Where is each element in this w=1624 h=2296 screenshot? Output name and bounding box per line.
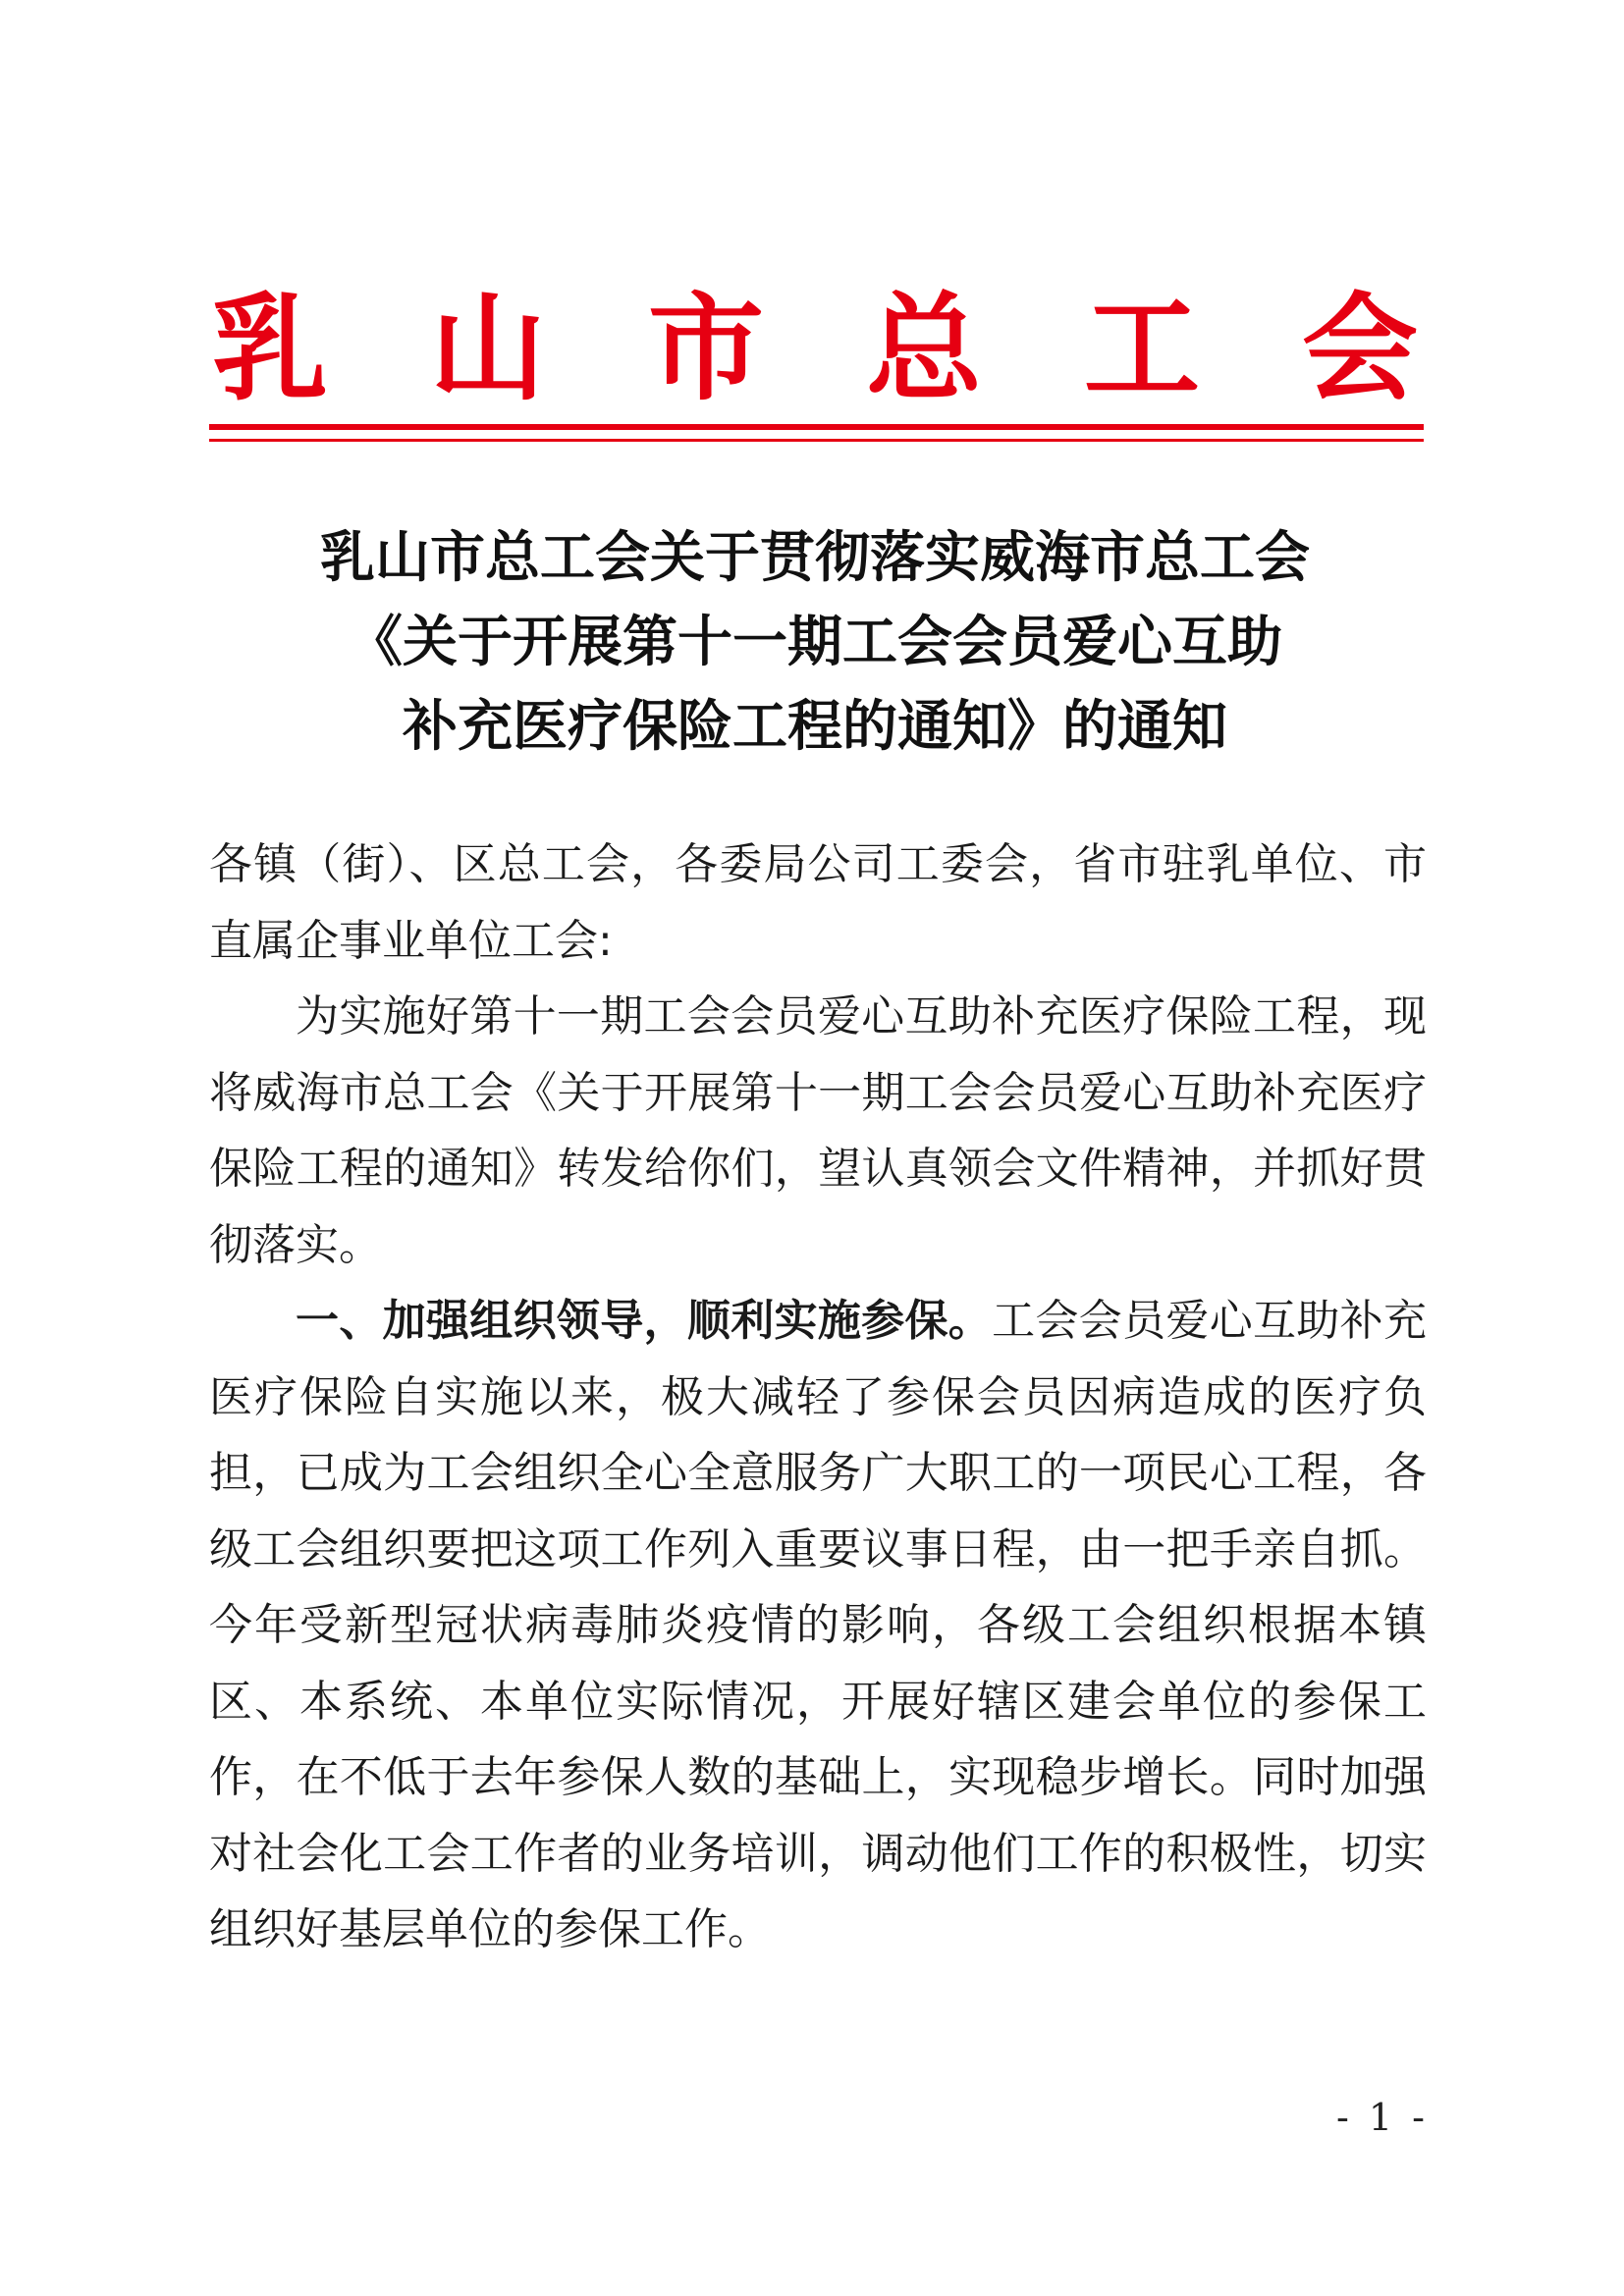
letterhead-char: 总 <box>865 280 982 416</box>
letterhead-rule-thick <box>209 424 1424 430</box>
document-body <box>209 827 1427 1968</box>
letterhead <box>206 275 1424 422</box>
letterhead-rule-thin <box>209 439 1424 442</box>
letterhead-char: 会 <box>1301 280 1418 416</box>
page-number: - 1 - <box>1335 2096 1429 2139</box>
paragraph: 为实施好第十一期工会会员爱心互助补充医疗保险工程，现将威海市总工会《关于开展第十一期工会会员爱心互助补充医疗保险工程的通知》转发给你们，望认真领会文件精神，并抓好贯彻落实。 <box>209 991 1427 1270</box>
title-line: 乳山市总工会关于贯彻落实威海市总工会 <box>320 525 1310 590</box>
section-text: 工会会员爱心互助补充医疗保险自实施以来，极大减轻了参保会员因病造成的医疗负担，已成为工会组织全心全意服务广大职工的一项民心工程，各级工会组织要把这项工作列入重要议事日程，由一把手亲自抓。今年受新型冠状病毒肺炎疫情的影响，各级工会组织根据本镇区、本系统、本单位实际情况，开展好辖区建会单位的参保工作，在不低于去年参保人数的基础上，实现稳步增长。同时加强对社会化工会工作者的业务培训，调动他们工作的积极性，切实组织好基层单位的参保工作。 <box>209 1296 1428 1954</box>
salutation: 各镇（街）、区总工会，各委局公司工委会，省市驻乳单位、市直属企事业单位工会: <box>209 839 1427 966</box>
letterhead-char: 山 <box>429 280 546 416</box>
section-paragraph <box>209 1283 1427 1968</box>
title-line: 补充医疗保险工程的通知》的通知 <box>403 694 1227 759</box>
letterhead-char: 工 <box>1083 280 1200 416</box>
letterhead-char: 乳 <box>211 280 328 416</box>
section-heading: 一、加强组织领导，顺利实施参保。 <box>296 1296 993 1346</box>
title-line: 《关于开展第十一期工会会员爱心互助 <box>348 610 1282 674</box>
letterhead-char: 市 <box>647 280 764 416</box>
document-title <box>177 515 1453 769</box>
